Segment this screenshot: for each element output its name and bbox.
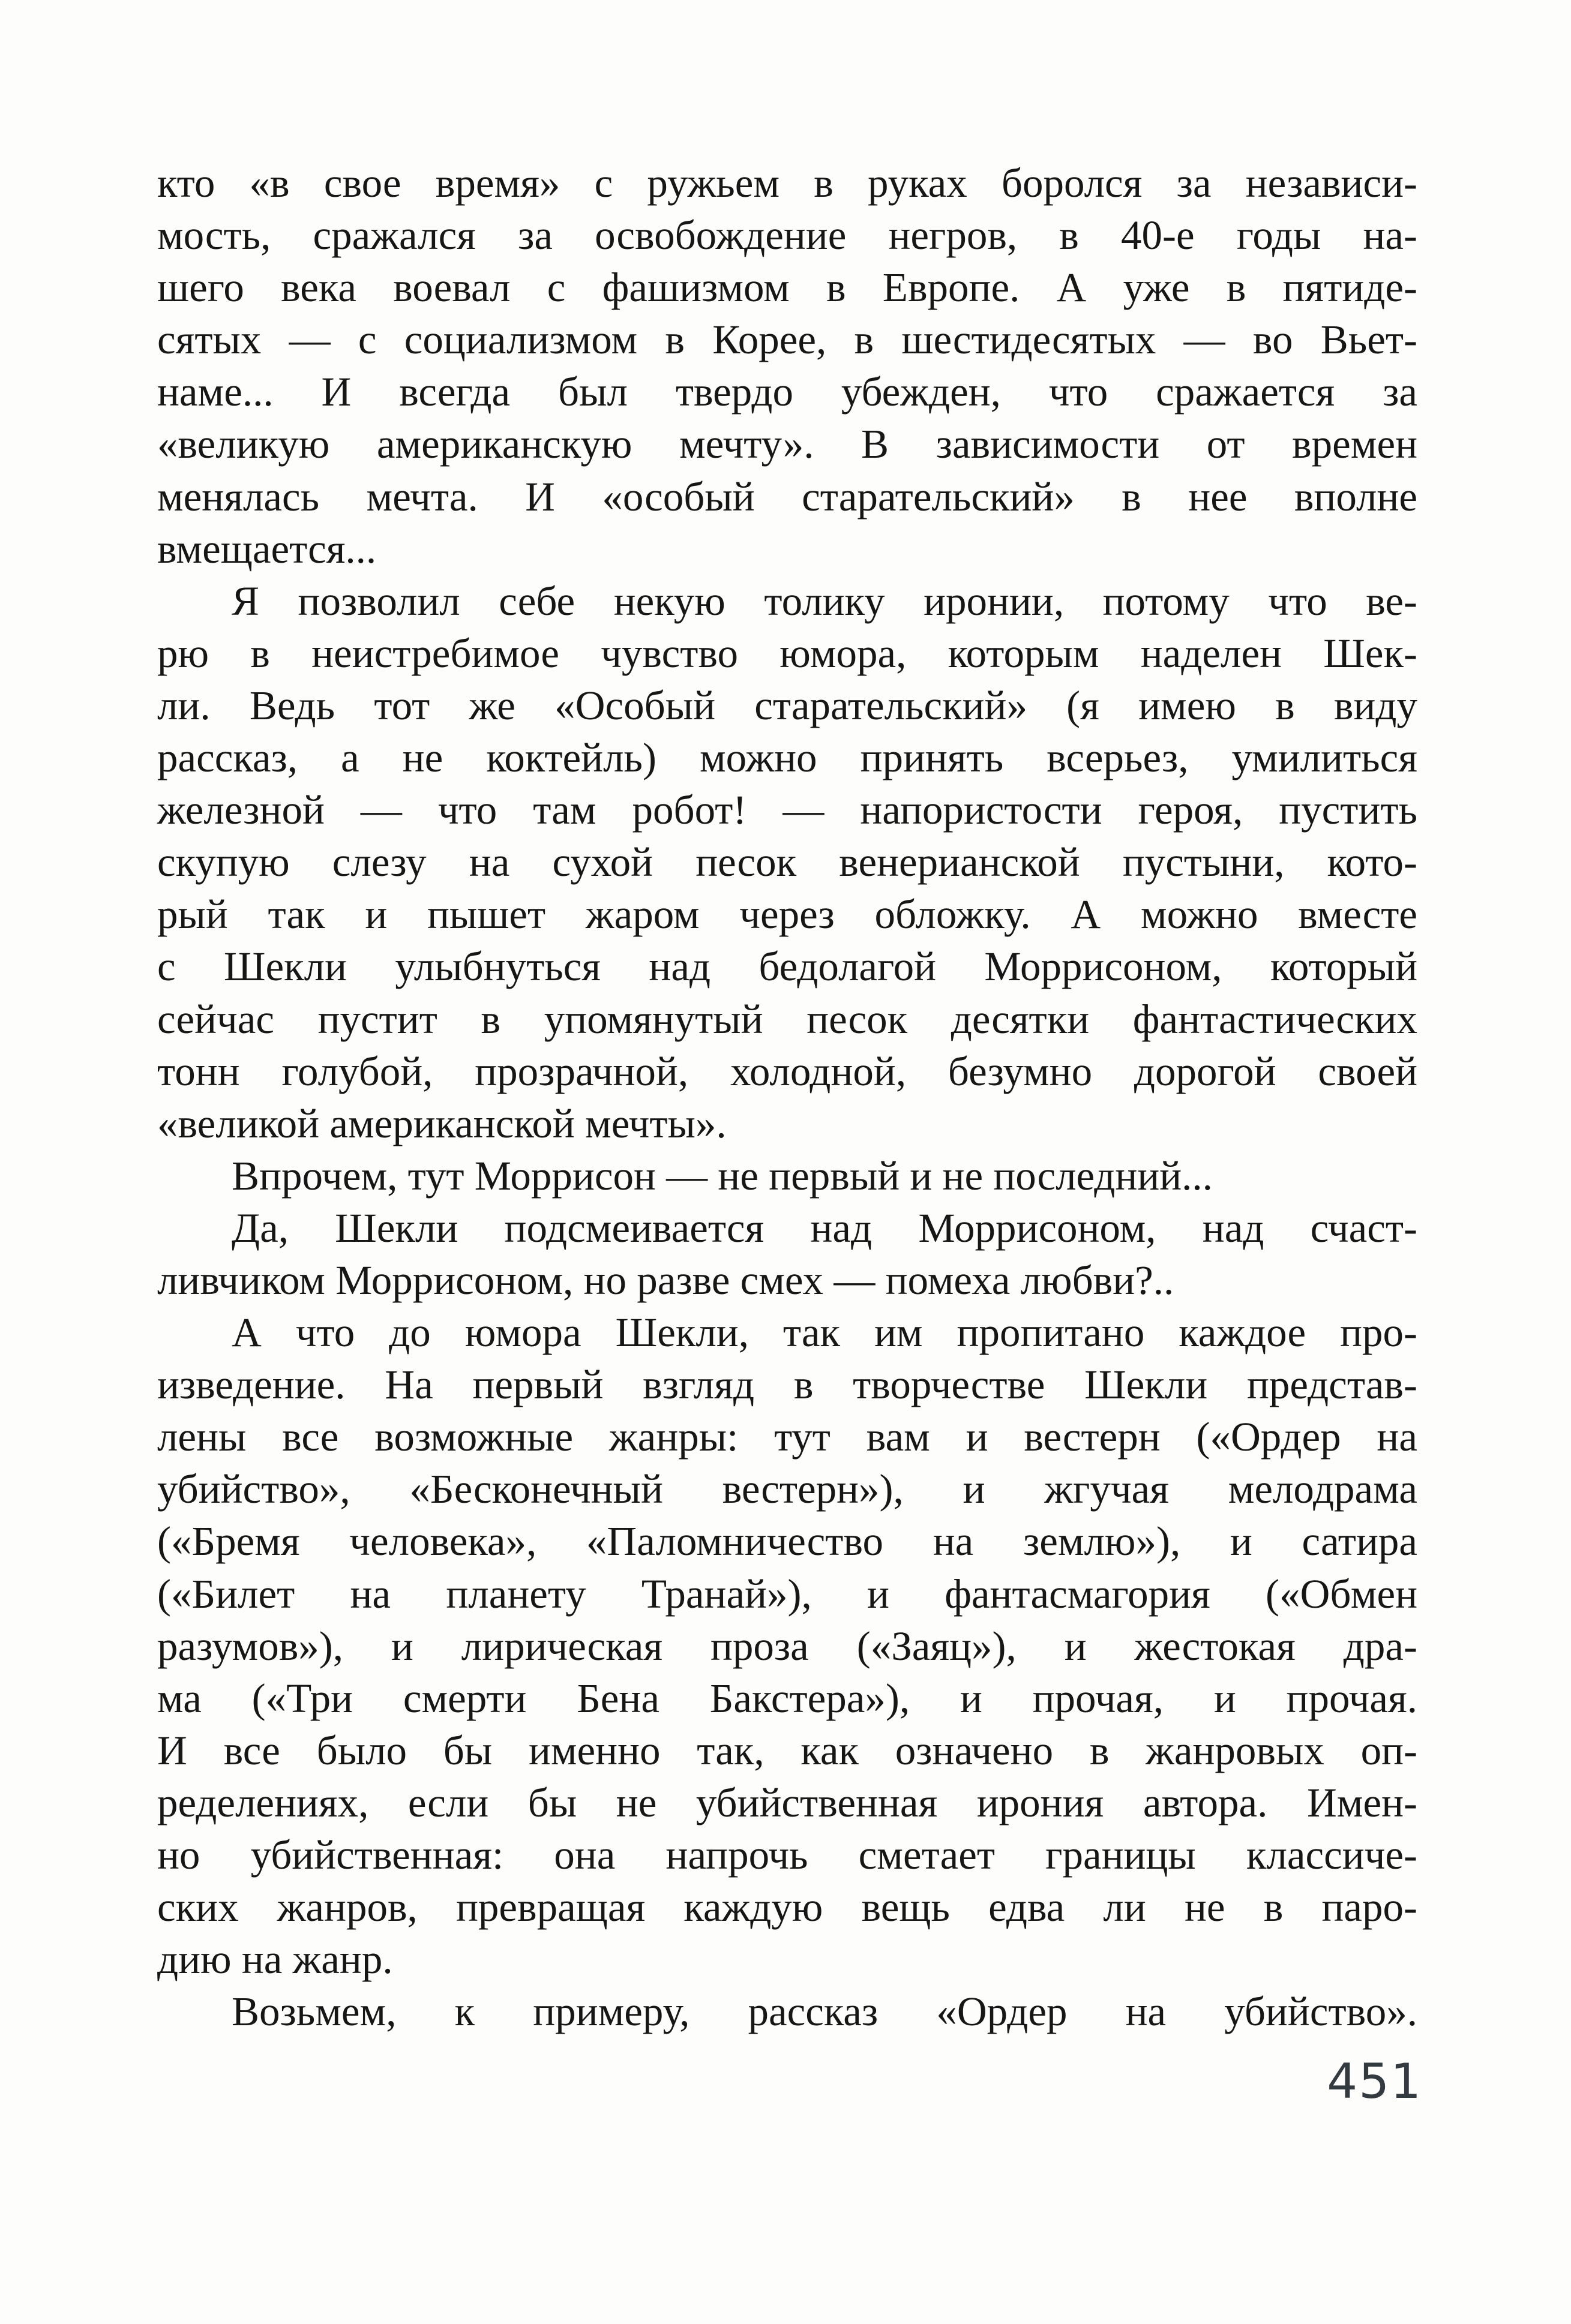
text-line: «великую американскую мечту». В зависимости от времен: [157, 421, 1417, 467]
text-line: ределениях, если бы не убийственная ирония автора. Имен-: [157, 1779, 1417, 1825]
text-line: менялась мечта. И «особый старательский» в нее вполне: [157, 473, 1417, 520]
text-line: наме... И всегда был твердо убежден, что сражается за: [157, 369, 1417, 415]
text-line: но убийственная: она напрочь сметает границы классиче-: [157, 1832, 1417, 1878]
page-number: 451: [1327, 2053, 1422, 2109]
text-line: сейчас пустит в упомянутый песок десятки фантастических: [157, 996, 1417, 1042]
text-line: вмещается...: [157, 526, 377, 572]
paragraph: [157, 1986, 1417, 2038]
text-line: Впрочем, тут Моррисон — не первый и не последний...: [232, 1152, 1213, 1199]
text-line: с Шекли улыбнуться над бедолагой Моррисоном, который: [157, 944, 1417, 990]
text-line: лены все возможные жанры: тут вам и вестерн («Ордер на: [157, 1414, 1417, 1460]
text-line: ма («Три смерти Бена Бакстера»), и прочая, и прочая.: [157, 1675, 1417, 1721]
text-line: («Бремя человека», «Паломничество на землю»), и сатира: [157, 1518, 1417, 1565]
text-line: шего века воевал с фашизмом в Европе. А уже в пятиде-: [157, 265, 1417, 311]
text-line: разумов»), и лирическая проза («Заяц»), и жестокая дра-: [157, 1623, 1417, 1669]
text-line: рассказ, а не коктейль) можно принять всерьез, умилиться: [157, 735, 1417, 781]
text-line: сятых — с социализмом в Корее, в шестидесятых — во Вьет-: [157, 317, 1417, 363]
text-line: («Билет на планету Транай»), и фантасмагория («Обмен: [157, 1571, 1417, 1617]
text-line: мость, сражался за освобождение негров, в 40-е годы на-: [157, 212, 1417, 259]
paragraph: [157, 1150, 1417, 1202]
paragraph: [157, 157, 1417, 575]
text-line: А что до юмора Шекли, так им пропитано каждое про-: [232, 1310, 1417, 1356]
text-line: Возьмем, к примеру, рассказ «Ордер на убийство».: [232, 1989, 1417, 2035]
text-line: Да, Шекли подсмеивается над Моррисоном, над счаст-: [232, 1205, 1417, 1251]
text-line: ливчиком Моррисоном, но разве смех — помеха любви?..: [157, 1257, 1174, 1303]
text-line: ских жанров, превращая каждую вещь едва ли не в паро-: [157, 1884, 1417, 1930]
text-line: рю в неистребимое чувство юмора, которым наделен Шек-: [157, 630, 1417, 676]
text-line: убийство», «Бесконечный вестерн»), и жгучая мелодрама: [157, 1466, 1417, 1512]
paragraph: [157, 1202, 1417, 1307]
paragraph: [157, 1307, 1417, 1986]
text-line: тонн голубой, прозрачной, холодной, безумно дорогой своей: [157, 1048, 1417, 1094]
text-line: скупую слезу на сухой песок венерианской пустыни, кото-: [157, 839, 1417, 885]
text-line: Я позволил себе некую толику иронии, потому что ве-: [232, 578, 1417, 624]
text-line: железной — что там робот! — напористости героя, пустить: [157, 787, 1417, 833]
text-line: дию на жанр.: [157, 1936, 393, 1983]
text-line: ли. Ведь тот же «Особый старательский» (я имею в виду: [157, 682, 1417, 728]
text-line: «великой американской мечты».: [157, 1100, 727, 1146]
text-line: изведение. На первый взгляд в творчестве Шекли представ-: [157, 1362, 1417, 1408]
text-line: рый так и пышет жаром через обложку. А можно вместе: [157, 891, 1417, 938]
text-line: И все было бы именно так, как означено в жанровых оп-: [157, 1727, 1417, 1773]
paragraph: [157, 575, 1417, 1150]
text-line: кто «в свое время» с ружьем в руках боролся за независи-: [157, 160, 1417, 206]
body-text: [157, 157, 1417, 2038]
